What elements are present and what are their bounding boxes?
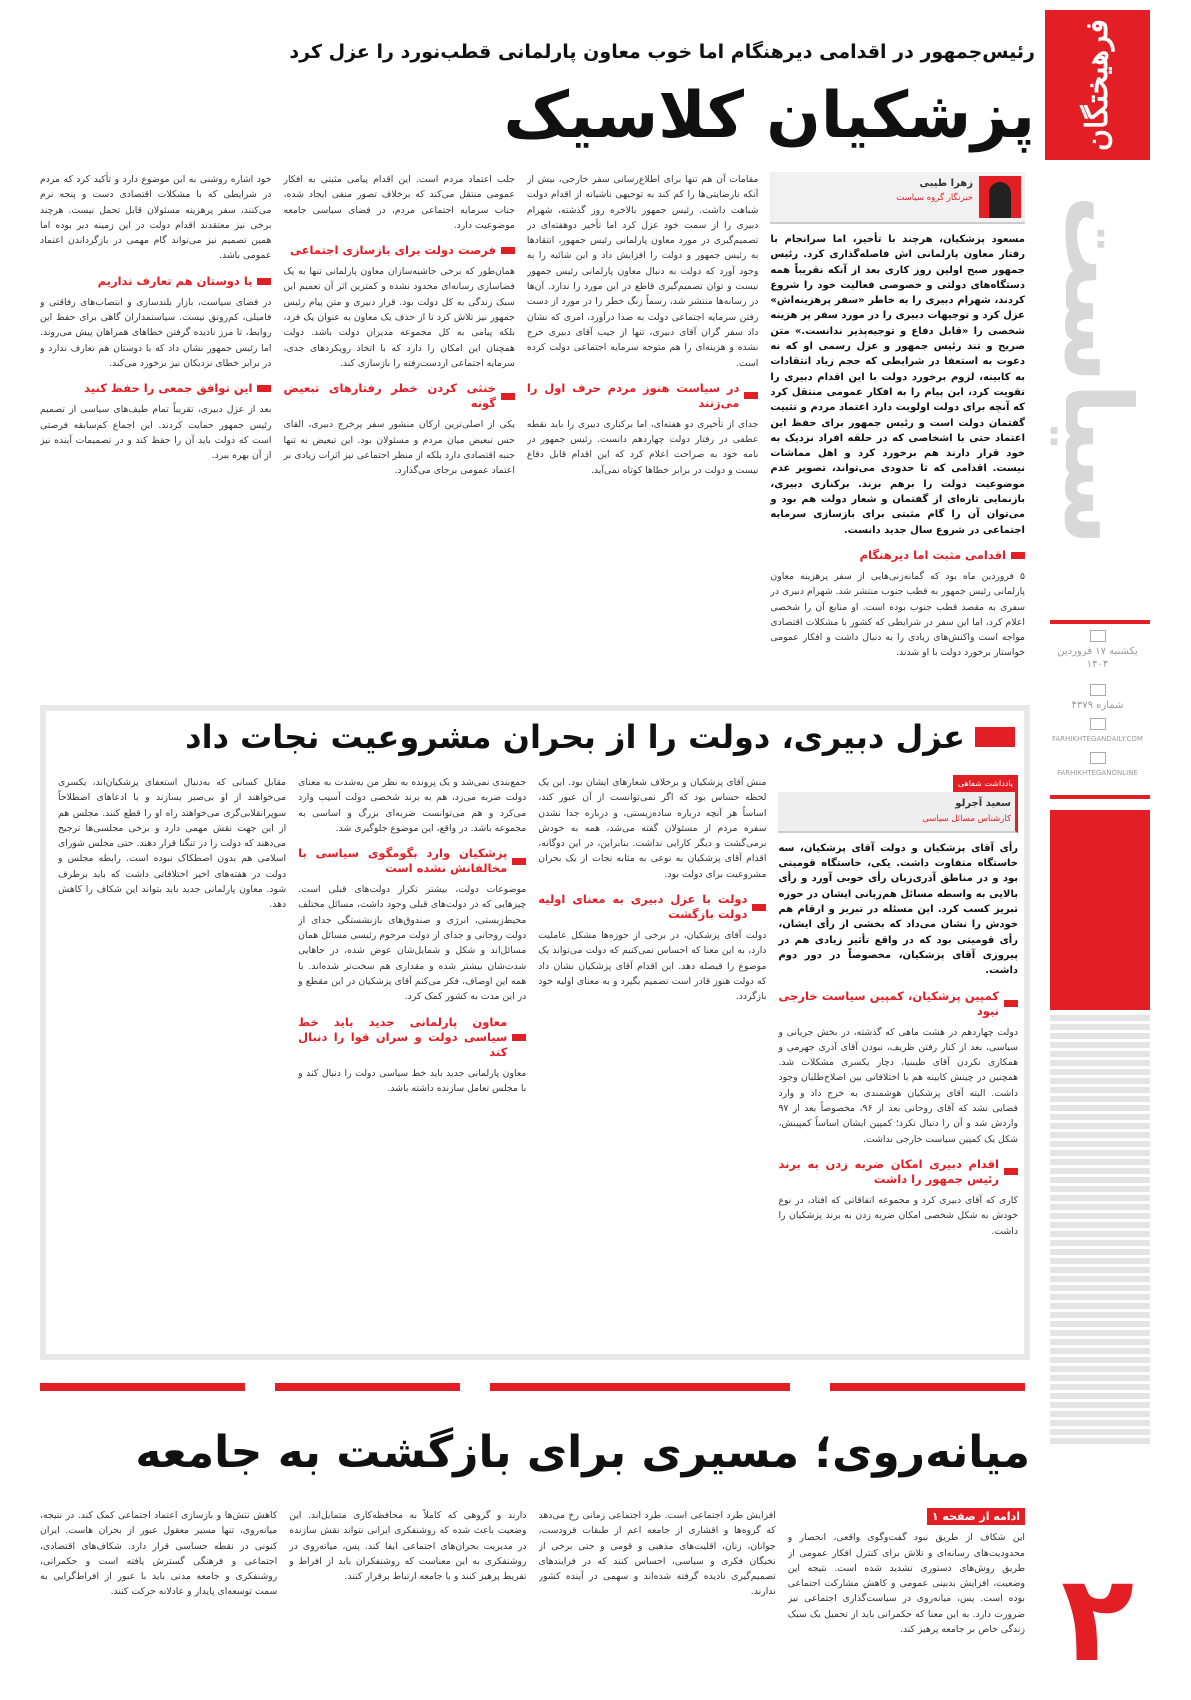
author-name: سعید آجرلو [955, 798, 1011, 810]
article2-column [538, 775, 766, 1350]
article1-column [770, 172, 1025, 690]
paragraph: رأی آقای پزشکیان و دولت آقای پزشکیان، سه خاستگاه متفاوت داشت. یکی، خاستگاه قومیتی بود و در مناطق آذری‌زبان رأی خوبی آورد و رأی بالایی به واسطه مسائل هم‌زبانی ایشان در حوزه تبریز کسب کرد. این مسئله در تبریز و ارقام هم خودش را نشان می‌داد که بخشی از رأی ایشان، رأی قومیتی بود که در واقع تأثیر زیادی هم در پیروزی آقای پزشکیان، مخصوصاً در دور دوم داشت. [778, 842, 1018, 977]
page-number: ۲ [1060, 1550, 1135, 1689]
qr-icon [1090, 752, 1106, 764]
website[interactable] [1045, 718, 1150, 746]
red-block [1050, 810, 1150, 1010]
subheading: معاون پارلمانی جدید باید خط سیاسی دولت و سران قوا را دنبال کند [298, 1015, 526, 1060]
subheading: با دوستان هم تعارف نداریم [40, 274, 271, 289]
issue-text: شماره ۴۳۷۹ [1071, 700, 1124, 711]
article3-column [289, 1508, 526, 1693]
paragraph: جلب اعتماد مردم است. این اقدام پیامی مثبتی به افکار عمومی منتقل می‌کند که برخلاف تصور منفی ایجاد شده، جناب سرمایه اجتماعی مردم، در فضای سیاسی جامعه موضوعیت دارد. [283, 174, 515, 231]
paragraph: جدای از تأخیری دو هفته‌ای، اما برکناری دبیری را باید نقطه عطفی در رفتار دولت چهاردهم دانست. رئیس جمهور در نامه خود به صراحت اعلام کرد که این اقدام قابل دفاع نیست و دولت در برابر خطاها کوتاه نمی‌آید. [526, 418, 759, 476]
date-text: یکشنبه ۱۷ فروردین ۱۴۰۴ [1057, 646, 1138, 670]
subheading: این توافق جمعی را حفظ کنید [40, 381, 271, 396]
continued-label: ادامه از صفحه ۱ [927, 1508, 1025, 1525]
article3-column [788, 1508, 1025, 1693]
divider [1050, 795, 1150, 799]
date [1045, 630, 1150, 671]
issue [1045, 684, 1150, 712]
author-photo [979, 176, 1021, 218]
paragraph: مقامات آن هم تنها برای اطلاع‌رسانی سفر خارجی، بیش از آنکه نارضایتی‌ها را کم کند به توجیهی ناشیانه از اقدام دولت شباهت داشت. رئیس جمهور بالاخره روز گذشته، شهرام دبیری را از سمت خود عزل کرد اما تأخیر دوهفته‌ای در تصمیم‌گیری در مورد معاون پارلمانی رئیس جمهور، انتقادها به رئیس جمهور و دولت را افزایش داد و این شائبه را به وجود آورد که دولت به دنبال معاون پارلمانی رئیس جمهور نیست و توان تصمیم‌گیری قاطع در این مورد را ندارد. آن‌ها در رسانه‌ها منتشر شد، رسماً زنگ خطر را در مورد از دست رفتن سرمایه اجتماعی دولت به صدا درآورد، امری که نشان داد سفر گران آقای دبیری، تنها از جیب آقای دبیری خرج نشده و هزینه‌ای را هم متوجه سرمایه اجتماعی دولت کرده است. [526, 174, 759, 369]
author-box [778, 792, 1018, 833]
subheading: فرصت دولت برای بازسازی اجتماعی [283, 243, 514, 258]
issue-icon [1090, 684, 1106, 696]
article2-title: عزل دبیری، دولت را از بحران مشروعیت نجات داد [185, 718, 965, 756]
paragraph: منش آقای پزشکیان و برخلاف شعارهای ایشان بود. این یک لحظه حساس بود که اگر نمی‌توانست از آن عبور کند، اساساً هر آنچه درباره ساده‌زیستی، و درباره جدا نشدن سفره مردم از مسئولان گفته می‌شد، همه به خودش برمی‌گشت و دیگر کارایی نداشت. بنابراین، در این دوگانه، اقدام آقای پزشکیان به نوعی به مثابه نجات از یک بحران مشروعیت برای دولت بود. [538, 777, 767, 880]
paragraph: در فضای سیاست، بازار بلندسازی و انتصاب‌های رفاقتی و فامیلی، کم‌رونق نیست. سیاستمداران گاهی برای حفظ این روابط، تا مرز نادیده گرفتن خطاهای همراهان پیش می‌روند. اما رئیس جمهور نشان داد که با دوستان هم تعارف ندارد و در برابر خطای نزدیکان نیز برخورد می‌کند. [39, 296, 272, 369]
section-title: سیاست [1044, 194, 1151, 546]
article1-column [40, 172, 271, 690]
subheading: در سیاست هنوز مردم حرف اول را می‌زنند [527, 381, 758, 411]
sidebar [1045, 0, 1150, 1700]
paragraph: همان‌طور که برخی حاشیه‌سازان معاون پارلمانی تنها به یک فضاسازی رسانه‌ای محدود نشده و کمترین اثر آن تعمیم این سبک زندگی به کل دولت بود. قرار دبیری و متن پیام رئیس جمهور نیز تلاش کرد تا از حذف یک معاون به عنوان یک فرد، بلکه پیامی به کل مجموعه مدیران دولت باشد. دولت همچنان این امکان را دارد که با اتخاذ رویکردهای جدی، سرمایه اجتماعی ازدست‌رفته را بازسازی کند. [283, 266, 515, 369]
paragraph: موضوعات دولت، بیشتر تکرار دولت‌های قبلی است. چیزهایی که در دولت‌های قبلی وجود داشت، مسائل مختلف محیط‌زیستی، انرژی و صندوق‌های بازنشستگی جدای از دولت روحانی و جدای از دولت مرحوم رئیسی مسائل همان مسائل‌اند و شکل و شمایل‌شان عوض شده، در جاهایی شدت‌شان بیشتر شده و مقداری هم سخت‌تر شده‌اند. با همه این اوصاف، فکر می‌کنم آقای پزشکیان در این مقطع و در این مدت به کشور کمک کرد. [298, 884, 527, 1003]
note-tag: یادداشت شفاهی [953, 775, 1018, 792]
paragraph: دولت آقای پزشکیان، در برخی از حوزه‌ها مشکل عاملیت دارد، به این معنا که احساس نمی‌کنیم که دولت می‌تواند یک موضوع را قیصله دهد. این اقدام آقای پزشکیان نشان داد که دولت هنوز قادر است تصمیم بگیرد و به معنای اولیه خود بازگردد. [538, 930, 767, 1003]
subheading: اقدامی مثبت اما دیرهنگام [770, 548, 1025, 563]
title-marker [975, 727, 1015, 747]
divider-bar [830, 1383, 1025, 1391]
article2-column [298, 775, 526, 1350]
subheading: اقدام دبیری امکان ضربه زدن به برند رئیس جمهور را داشت [778, 1157, 1018, 1187]
paragraph: کاری که آقای دبیری کرد و مجموعه اتفاقاتی که افتاد، در نوع خودش به شکل شخصی امکان ضربه زدن به برند پزشکیان را داشت. [778, 1194, 1018, 1237]
subheading: کمپین پزشکیان، کمپین سیاست خارجی نبود [778, 989, 1018, 1019]
article1-column [527, 172, 758, 690]
paragraph: مقابل کسانی که به‌دنبال استعفای پزشکیان‌اند، یکسری می‌خواهند از او بی‌صبر بسازند و با ادعاهای اصطلاحاً سوپرانقلابی‌گری می‌خواهند راه او را قطع کنند. مجلس هم از این جهت نقش مهمی دارد و برخی مجلسی‌ها ترجیح می‌دهند که دولت را در تنگنا قرار دهند. حتی مجلس شورای اسلامی هم بدون اصطکاک نبوده است. رابطه مجلس و دولت در هفته‌های اخیر اختلافاتی داشت که باید برطرف شود. معاون پارلمانی جدید باید بتواند این شکاف را کاهش دهد. [58, 777, 287, 911]
paragraph: معاون پارلمانی جدید باید خط سیاسی دولت را دنبال کند و با مجلس تعامل سازنده داشته باشد. [298, 1067, 527, 1094]
web-icon [1090, 718, 1106, 730]
subheading: پزشکیان وارد بگومگوی سیاسی با مخالفانش نشده است [298, 846, 526, 876]
calendar-icon [1090, 630, 1106, 642]
article1-column [283, 172, 514, 690]
paragraph: این شکاف از طریق نبود گفت‌وگوی واقعی، انحصار و محدودیت‌های رسانه‌ای و تلاش برای کنترل افکار عمومی از طریق روش‌های دستوری تشدید شده است. نتیجه این وضعیت، افزایش بدبینی عمومی و کاهش مشارکت اجتماعی بوده است. پس، میانه‌روی در سیاست‌گذاری اجتماعی نیز ضرورت دارد. به این معنا که حکمرانی باید از تحمیل یک سبک زندگی خاص بر جامعه پرهیز کند. [787, 1532, 1025, 1636]
subheading: دولت با عزل دبیری به معنای اولیه دولت بازگشت [538, 892, 766, 922]
paragraph: بعد از عزل دبیری، تقریباً تمام طیف‌های سیاسی از تصمیم رئیس جمهور حمایت کردند. این اجماع کم‌سابقه فرصتی است که دولت باید آن را حفظ کند و در تصمیمات آینده نیز از آن بهره ببرد. [39, 404, 272, 462]
paragraph: افزایش طرد اجتماعی است. طرد اجتماعی زمانی رخ می‌دهد که گروه‌ها و اقشاری از جامعه اعم از طبقات فرودست، جوانان، زنان، اقلیت‌های مذهبی و قومی و حتی برخی از نخبگان فکری و سیاسی، احساس کنند که در فرایندهای تصمیم‌گیری نادیده گرفته شده‌اند و سهمی در آینده کشور ندارند. [538, 1510, 776, 1598]
article2-column [778, 775, 1018, 1350]
author-role: کارشناس مسائل سیاسی [922, 813, 1011, 824]
newspaper-logo: فرهیختگان [1045, 10, 1150, 160]
article1-title: پزشکیان کلاسیک [503, 79, 1035, 153]
article2-column [58, 775, 286, 1350]
article3-body [40, 1508, 1025, 1693]
paragraph: دولت چهاردهم در هشت ماهی که گذشته، در بخش جریانی و سیاسی، بعد از کنار رفتن ظریف، نبودن آقای آذری جهرمی و همکاری نکردن آقای طیبنیا، دچار یکسری مشکلات شد. همچنین در چینش کابینه هم با اختلافاتی بین اصلاح‌طلبان وجود داشت. البته آقای پزشکیان هوشمندی به خرج داد و وارد فضایی نشد که آقای روحانی بعد از ۹۶، مخصوصاً بعد از ۹۷ واردش شد و آن را دنبال نکرد؛ کمپین ایشان اساساً کمپینش، شکل یک کمپین سیاست خارجی نداشت. [778, 1026, 1018, 1145]
paragraph: مسعود پزشکیان، هرچند با تأخیر، اما سرانجام با رفتار معاون پارلمانی اش فاصله‌گذاری کرد. رئیس جمهور صبح اولین روز کاری بعد از آنکه نقریباً همه دستگاه‌های دولتی و خصوصی فعالیت خود را شروع کردند، شهرام دبیری را به خاطر «سفر پرهزینه‌اش» عزل کرد و توجیهات دبیری را در مورد سفر پر هزینه شخصی را «قابل دفاع و توجیه‌پذیر ندانست.» متن صریح و تند رئیس جمهور و عزل رسمی او که نه دعوت به استعفا در شرایطی که حجم زیاد انتقادات به کابینه، لزوم برخورد دولت با این اقدام دبیری را تقویت کرد، این پیام را به افکار عمومی منتقل کرد که آنچه برای دولت اولویت دارد اعتماد مردم و تثبیت گفتمان دولت است و رئیس جمهور برای حفظ این اعتماد حتی با اشخاصی که در حلقه افراد نزدیک به خود قرار دارند هم برخورد کرد و اهل مماشات نیست. اقدامی که تا حدودی می‌تواند، تصویر عدم موضوعیت دولت را برهم بزند. برکناری دبیری، بازنمایی تازه‌ای از گفتمان و شعار دولت هم بود و می‌توان آن را گام مثبتی برای بازسازی سرمایه اجتماعی در شروع سال جدید دانست. [770, 234, 1025, 536]
article2-body [58, 775, 1018, 1350]
paragraph: دارند و گروهی که کاملاً به محافظه‌کاری متمایل‌اند. این وضعیت باعث شده که روشنفکری ایرانی نتواند نقش سازنده در مدیریت بحران‌های اجتماعی ایفا کند. پس، میانه‌روی در روشنفکری به این معناست که روشنفکران باید از افراط و تفریط پرهیز کنند و با جامعه ارتباط برقرار کنند. [289, 1510, 527, 1583]
divider-bar [275, 1383, 460, 1391]
paragraph: خود اشاره روشنی به این موضوع دارد و تأکید کرد که مردم در شرایطی که با مشکلات اقتصادی دست و پنجه نرم می‌کنند، سفر پرهزینه مسئولان قابل تحمل نیست. هرچند برخی نیز معتقدند اقدام دولت در این زمینه دیر بوده اما همین تصمیم نیز می‌تواند گام مهمی در بازگرداندن اعتماد عمومی باشد. [39, 174, 272, 262]
subheading: خنثی کردن خطر رفتارهای تبعیض گونه [283, 381, 514, 411]
article3-column [539, 1508, 776, 1693]
article3-title: میانه‌روی؛ مسیری برای بازگشت به جامعه [135, 1427, 1030, 1478]
divider [1050, 620, 1150, 624]
paragraph: ۵ فروردین ماه بود که گمانه‌زنی‌هایی از سفر پرهزینه معاون پارلمانی رئیس جمهور به قطب جنوب منتشر شد. شهرام دبیری در سفری به مقصد قطب جنوب بوده است. او منابع آن را شخصی اعلام کرد، اما این سفر در شرایطی که کشور با مشکلات اقتصادی مواجه است واکنش‌های زیادی را به دنبال داشت و افکار عمومی خواستار برخورد دولت با او شدند. [770, 570, 1025, 659]
social[interactable] [1045, 752, 1150, 780]
author-box [770, 172, 1025, 224]
paragraph: کاهش تنش‌ها و بازسازی اعتماد اجتماعی کمک کند. در نتیجه، میانه‌روی، تنها مسیر معقول عبور از بحران هاست. ایران کنونی در نقطه حساسی قرار دارد. شکاف‌های اقتصادی، اجتماعی و فرهنگی گسترش یافته است و حکمرانی، روشنفکری و جامعه مدنی باید با عبور از افراط‌گرایی به سمت توسعه‌ای پایدار و عادلانه حرکت کنند. [40, 1510, 278, 1598]
paragraph: جمع‌بندی نمی‌شد و یک پرونده به نظر من به‌شدت به معنای دولت ضربه می‌زد، هم به برند شخصی دولت آسیب وارد می‌کرد و هم می‌توانست ضربه‌ای بزرگ و اساسی به مجموعه باشد. در واقع، این موضوع جلوگیری شد. [298, 777, 527, 834]
author-name: زهرا طیبی [919, 178, 973, 189]
striped-band [1050, 1015, 1150, 1445]
article1-body [40, 172, 1025, 690]
website-text[interactable]: FARHIKHTEGANDAILY.COM [1052, 735, 1143, 743]
paragraph: یکی از اصلی‌ترین ارکان منشور سفر پرخرج دبیری، القای حس تبعیض میان مردم و مسئولان بود. این تبعیض نه تنها جنبه اقتصادی دارد بلکه از منظر اجتماعی نیز اثرات زیادی بر اعتماد عمومی برجای می‌گذارد. [283, 419, 515, 477]
article3-column [40, 1508, 277, 1693]
divider-bar [490, 1383, 790, 1391]
author-role: خبرنگار گروه سیاست [896, 193, 973, 204]
social-text[interactable]: FARHIKHTEGANONLINE [1057, 769, 1138, 777]
divider-bar [40, 1383, 245, 1391]
article2-header [60, 712, 1015, 762]
article1-kicker: رئیس‌جمهور در اقدامی دیرهنگام اما خوب معاون پارلمانی قطب‌نورد را عزل کرد [289, 41, 1035, 63]
